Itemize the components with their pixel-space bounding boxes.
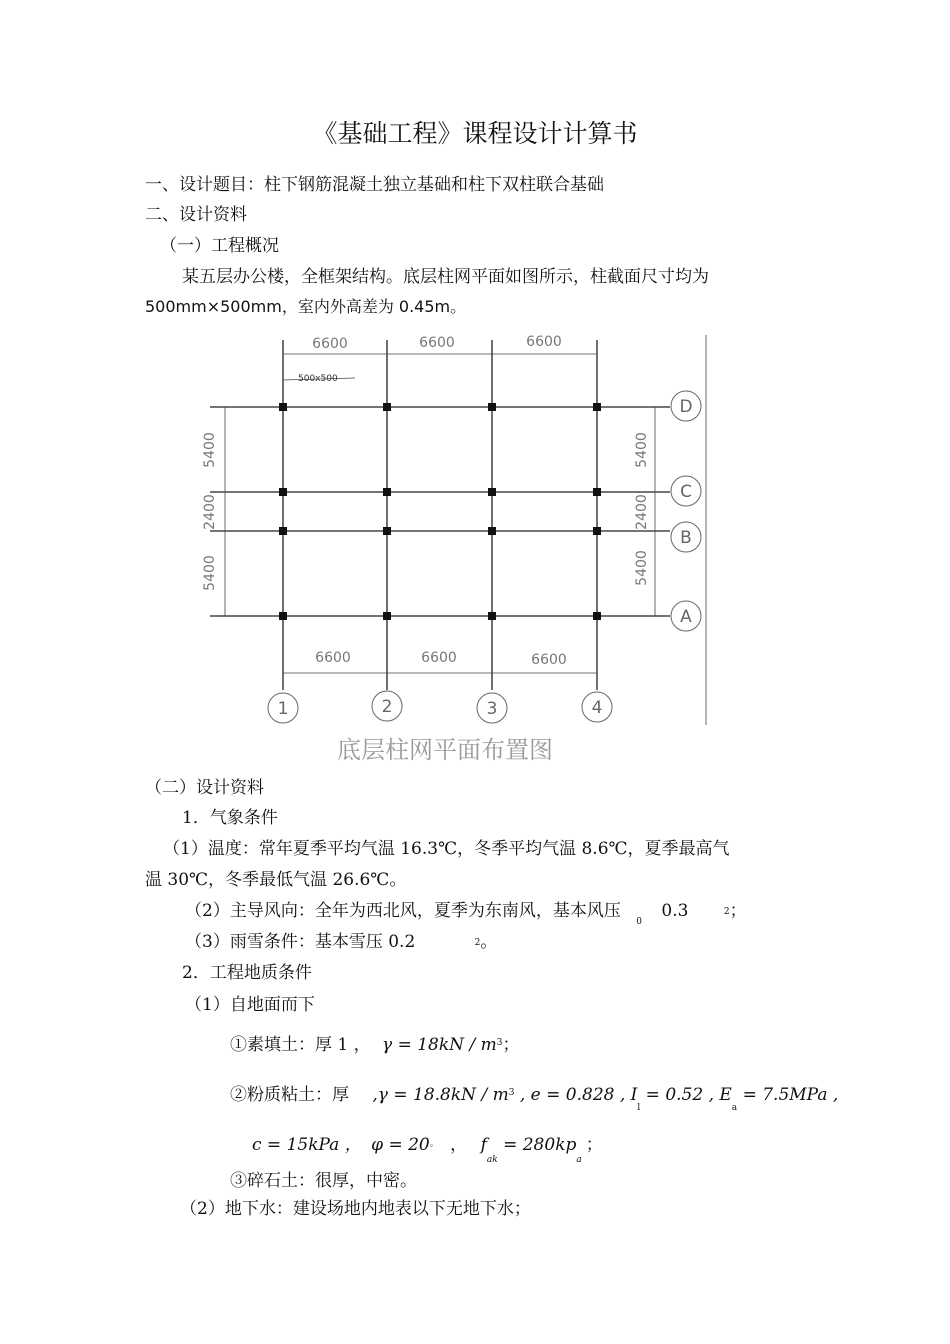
- snow-unit-sup: 2: [474, 938, 481, 948]
- layer-1-label: ①素填土：厚 1 ，: [230, 1035, 371, 1055]
- layer-2-fak-unit-sub: a: [576, 1155, 582, 1165]
- section-design-topic: 一、设计题目：柱下钢筋混凝土独立基础和柱下双柱联合基础: [145, 175, 604, 195]
- layer-2-gamma: ,γ = 18.8kN / m: [372, 1085, 509, 1105]
- layer-2-fak-end: ；: [585, 1135, 603, 1155]
- columns: [279, 403, 601, 620]
- snow-text: （3）雨雪条件：基本雪压 0.2: [185, 932, 416, 952]
- layer-2-e: , e = 0.828 , I: [519, 1085, 638, 1105]
- subsection-project-overview: （一）工程概况: [160, 236, 279, 256]
- layer-1-end: ；: [502, 1035, 520, 1055]
- axis-label-c: C: [680, 482, 692, 502]
- layer-2-line: [230, 1080, 839, 1113]
- layer-2-il: = 0.52 , E: [645, 1085, 732, 1105]
- layer-2-fak-sub: ak: [486, 1155, 498, 1165]
- layer-2-il-sub: l: [637, 1103, 641, 1113]
- snow-line: [185, 927, 497, 952]
- layer-1-sup: 3: [496, 1038, 503, 1048]
- wind-subscript: 0: [636, 917, 642, 927]
- column-axis-bubbles: [268, 691, 612, 723]
- column-size-label: 500x500: [298, 374, 338, 384]
- geology-from-top: （1）自地面而下: [185, 995, 315, 1015]
- left-dim: 2400: [202, 494, 218, 530]
- subsection-design-data: （二）设计资料: [145, 778, 264, 798]
- layer-2-phi-end: ，: [450, 1135, 468, 1155]
- top-dim: 6600: [312, 336, 348, 352]
- row-axis-bubbles: [671, 391, 701, 631]
- axis-label-a: A: [680, 607, 692, 627]
- temperature-line-1: （1）温度：常年夏季平均气温 16.3℃，冬季平均气温 8.6℃，夏季最高气: [163, 839, 730, 859]
- left-dim: 5400: [202, 555, 218, 591]
- intro-line-2: 500mm×500mm，室内外高差为 0.45m。: [145, 297, 467, 316]
- temperature-line-2: 温 30℃，冬季最低气温 26.6℃。: [145, 870, 407, 890]
- snow-end: 。: [480, 932, 498, 952]
- axis-label-d: D: [679, 397, 693, 417]
- right-dim: 5400: [634, 432, 650, 468]
- page-title: 《基础工程》课程设计计算书: [312, 119, 638, 148]
- axis-label-2: 2: [381, 697, 393, 717]
- right-dim: 2400: [634, 494, 650, 530]
- bottom-dim: 6600: [421, 650, 457, 666]
- column-grid-plan: [200, 330, 720, 770]
- layer-2-strength-line: [252, 1130, 603, 1165]
- axis-label-b: B: [680, 528, 692, 548]
- right-dim: 5400: [634, 550, 650, 586]
- top-dim: 6600: [526, 334, 562, 350]
- layer-2-phi-sup: 。: [429, 1139, 439, 1149]
- layer-2-gamma-sup: 3: [508, 1088, 515, 1098]
- layer-3-line: ③碎石土：很厚，中密。: [230, 1171, 417, 1191]
- wind-value: 0.3: [661, 901, 689, 921]
- intro-line-1: 某五层办公楼，全框架结构。底层柱网平面如图所示，柱截面尺寸均为: [182, 267, 709, 287]
- layer-1-formula: γ = 18kN / m: [382, 1035, 497, 1055]
- axis-label-3: 3: [486, 699, 498, 719]
- layer-2-c: c = 15kPa ，: [252, 1135, 362, 1155]
- climate-heading: 1．气象条件: [182, 808, 278, 828]
- grid-lines: [210, 340, 670, 690]
- layer-2-fak: f: [480, 1135, 487, 1155]
- top-dim: 6600: [419, 335, 455, 351]
- wind-line: [185, 896, 747, 927]
- wind-end: ；: [729, 901, 747, 921]
- layer-2-fak-value: = 280kp: [503, 1135, 577, 1155]
- layer-2-phi: φ = 20: [371, 1135, 430, 1155]
- wind-unit-sup: 2: [723, 907, 730, 917]
- bottom-dim: 6600: [531, 652, 567, 668]
- layer-2-ea: = 7.5MPa ,: [742, 1085, 839, 1105]
- section-design-data: 二、设计资料: [145, 205, 247, 225]
- geology-heading: 2．工程地质条件: [182, 963, 312, 983]
- layer-2-ea-sub: a: [731, 1103, 738, 1113]
- axis-label-1: 1: [277, 699, 289, 719]
- groundwater-line: （2）地下水：建设场地内地表以下无地下水；: [180, 1199, 531, 1219]
- bottom-dim: 6600: [315, 650, 351, 666]
- layer-2-label: ②粉质粘土：厚: [230, 1085, 349, 1105]
- layer-1-line: [230, 1030, 519, 1055]
- wind-text: （2）主导风向：全年为西北风，夏季为东南风，基本风压: [185, 901, 621, 921]
- figure-caption: 底层柱网平面布置图: [337, 736, 553, 764]
- axis-label-4: 4: [591, 698, 603, 718]
- left-dim: 5400: [202, 432, 218, 468]
